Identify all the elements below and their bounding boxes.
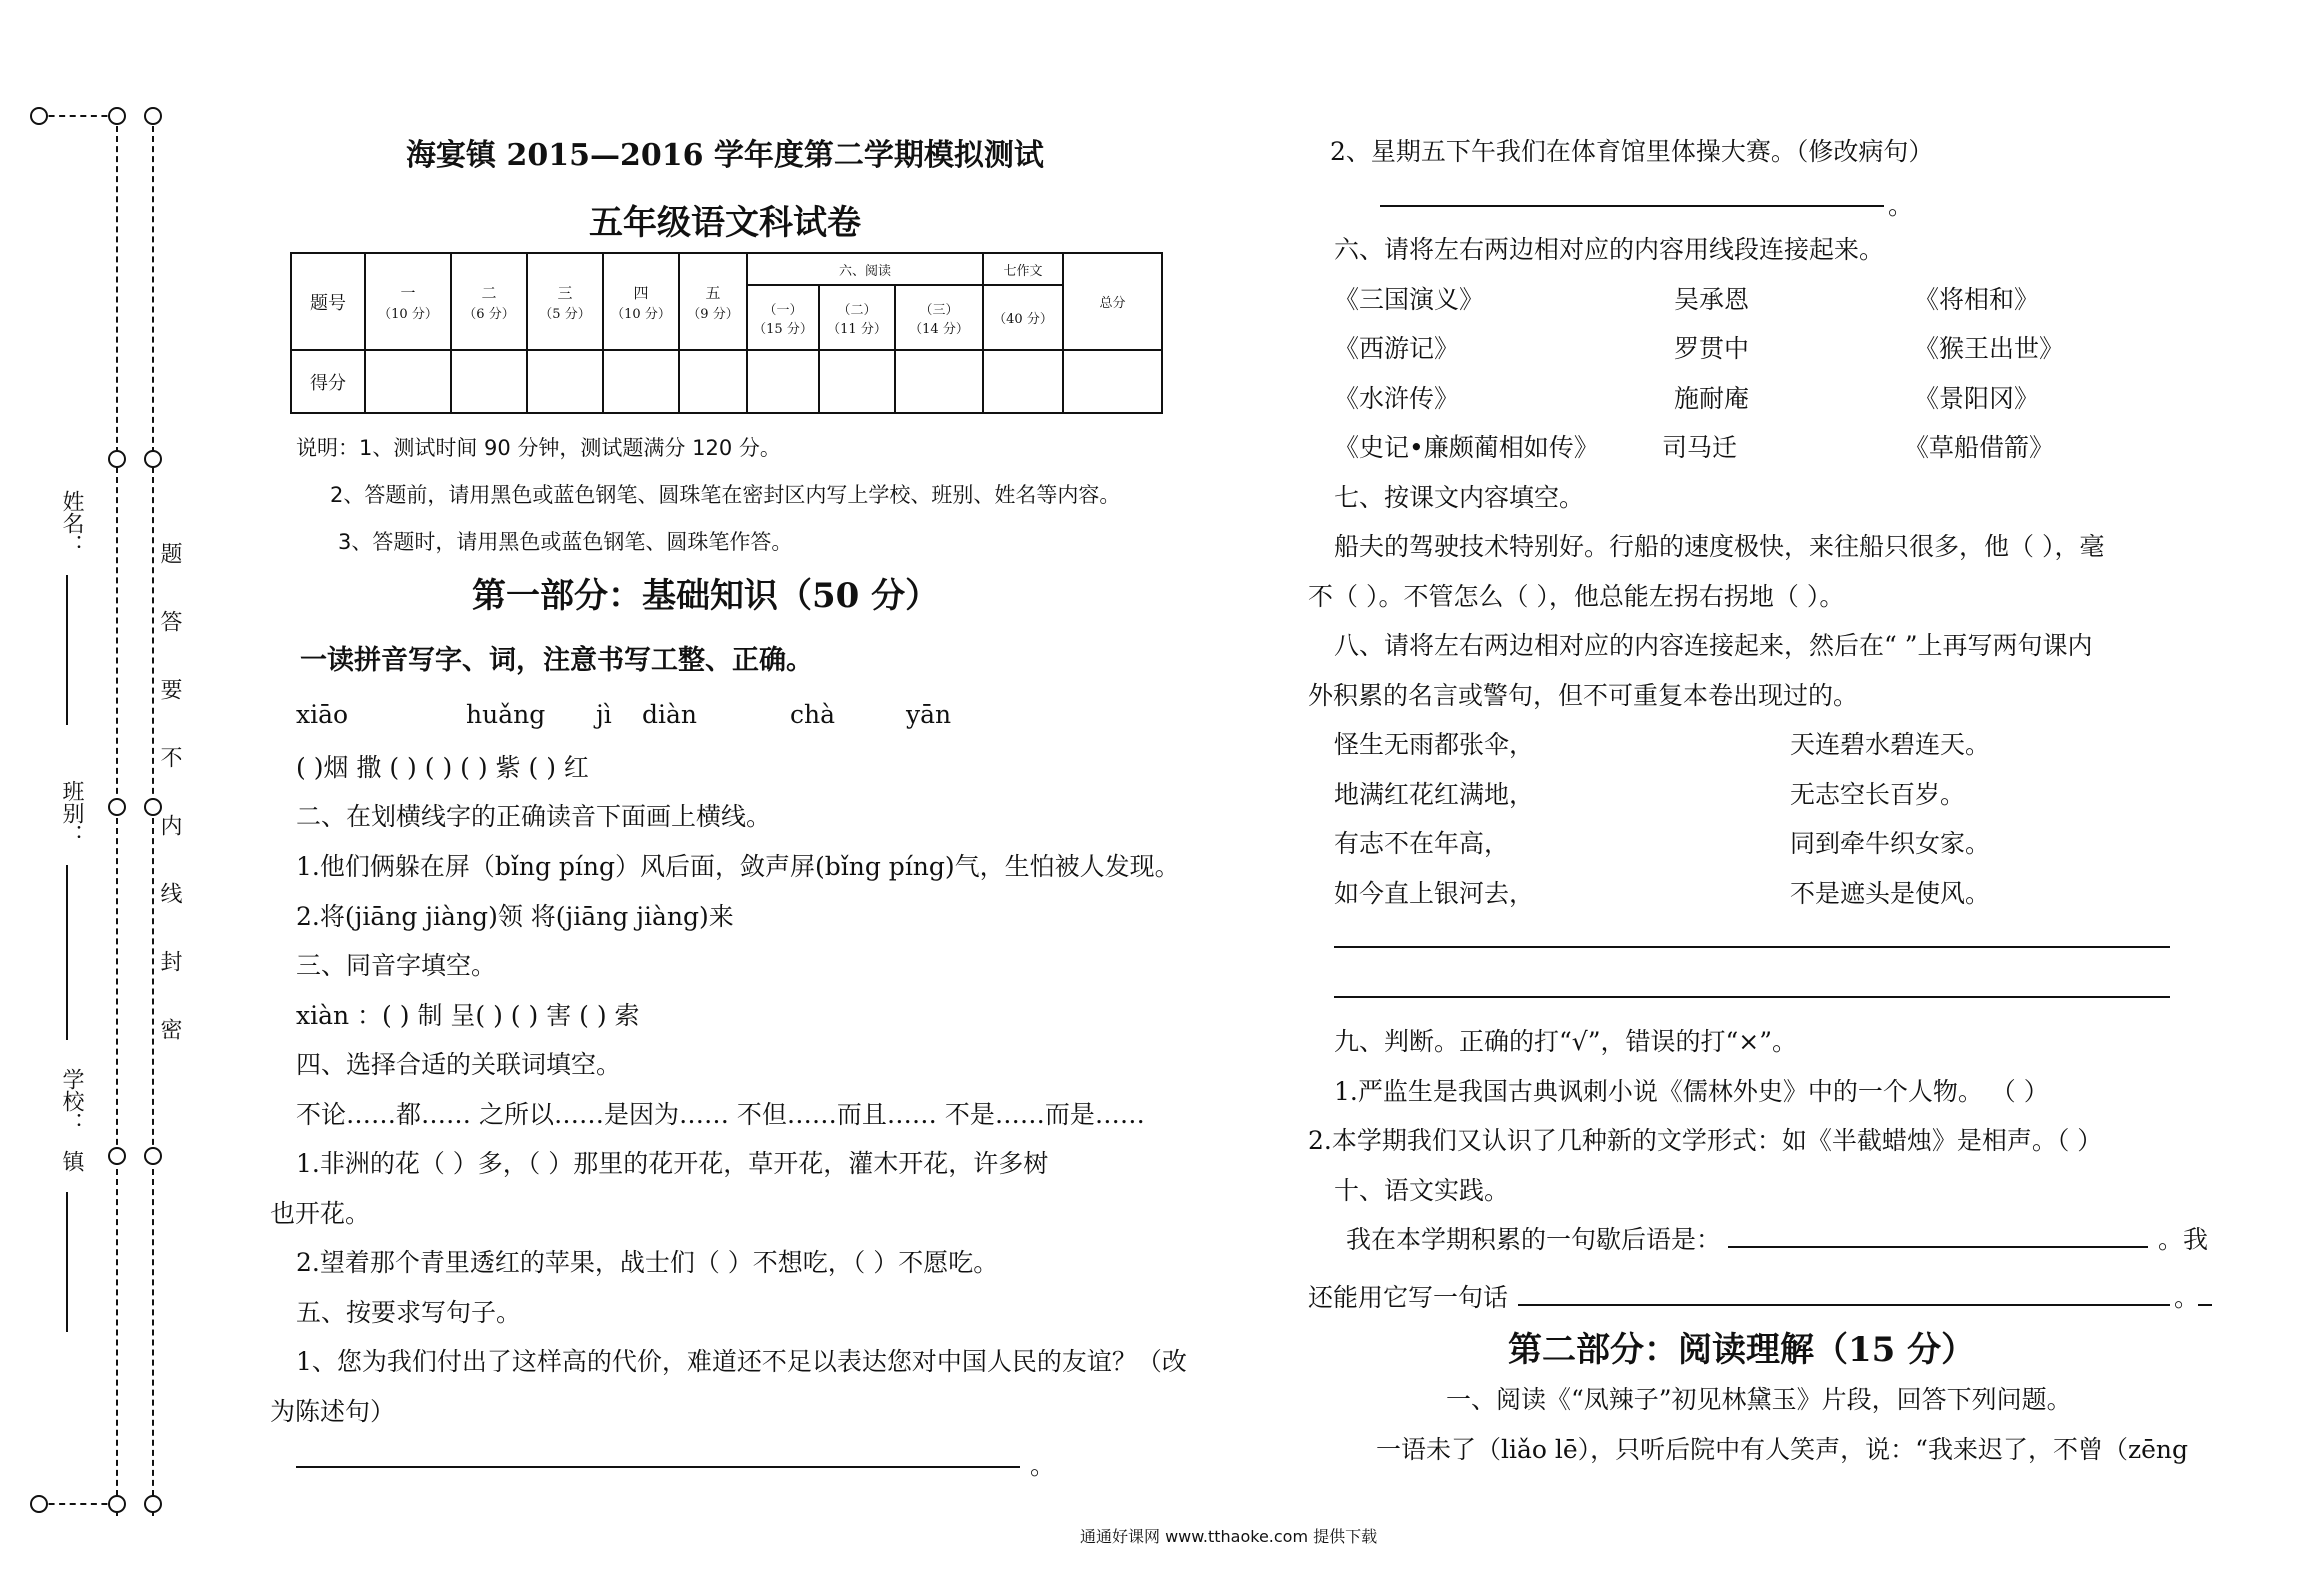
pinyin-item: huǎng [466, 700, 546, 729]
score-input-cell[interactable] [747, 350, 819, 413]
q1-title: 一读拼音写字、词，注意书写工整、正确。 [300, 645, 813, 676]
score-input-cell[interactable] [603, 350, 679, 413]
hole-circle [144, 107, 162, 125]
q6-story: 《将相和》 [1914, 285, 2040, 314]
pinyin-item: chà [790, 700, 836, 729]
score-input-cell[interactable] [895, 350, 983, 413]
name-label: 姓名： [59, 490, 84, 556]
q10-line: 还能用它写一句话 [1308, 1283, 1509, 1312]
note-line: 说明：1、测试时间 90 分钟，测试题满分 120 分。 [296, 436, 781, 460]
part2-title: 第二部分：阅读理解（15 分） [1508, 1330, 1976, 1370]
seal-char: 要 [157, 678, 182, 700]
answer-line[interactable] [1334, 946, 2170, 948]
class-label: 班别： [59, 780, 84, 846]
answer-line[interactable] [1518, 1304, 2170, 1306]
score-input-cell[interactable] [527, 350, 603, 413]
q1-blanks[interactable]: ( )烟 撒 ( ) ( ) ( ) 紫 ( ) 红 [296, 753, 589, 782]
hole-circle [108, 1147, 126, 1165]
col-cell: 二 （6 分） [451, 253, 527, 350]
q4-options: 不论……都…… 之所以……是因为…… 不但……而且…… 不是……而是…… [296, 1100, 1145, 1129]
pinyin-item: diàn [642, 700, 698, 729]
row-head-cell: 题号 [291, 253, 365, 350]
q10-line-end: 。 [2174, 1283, 2200, 1312]
exam-title: 海宴镇 2015—2016 学年度第二学期模拟测试 [406, 138, 1044, 173]
q10-title: 十、语文实践。 [1334, 1176, 1510, 1205]
reading1-title: 一、阅读《“凤辣子”初见林黛玉》片段，回答下列问题。 [1446, 1385, 2072, 1414]
q5-item-cont: 为陈述句） [270, 1397, 396, 1426]
q10-line-end: 。我 [2158, 1225, 2209, 1254]
q8-left: 如今直上银河去， [1334, 879, 1535, 908]
col-cell: 一 （10 分） [365, 253, 451, 350]
q9-item[interactable]: 2.本学期我们又认识了几种新的文学形式：如《半截蜡烛》是相声。（ ） [1308, 1126, 2103, 1155]
hole-circle [144, 1147, 162, 1165]
answer-line-tail [2198, 1304, 2212, 1306]
q6-story: 《猴王出世》 [1914, 334, 2065, 363]
q6-book: 《西游记》 [1334, 334, 1460, 363]
q6-author: 司马迁 [1662, 433, 1738, 462]
q8-right: 天连碧水碧连天。 [1790, 730, 1991, 759]
note-line: 2、答题前，请用黑色或蓝色钢笔、圆珠笔在密封区内写上学校、班别、姓名等内容。 [330, 483, 1121, 507]
hole-circle [30, 107, 48, 125]
q3-line[interactable]: xiàn ：( ) 制 呈( ) ( ) 害 ( ) 索 [296, 1001, 640, 1030]
q5-title: 五、按要求写句子。 [296, 1298, 522, 1327]
hole-circle [108, 107, 126, 125]
footer-credit[interactable]: 通通好课网 www.tthaoke.com 提供下载 [1080, 1527, 1378, 1546]
exam-subtitle: 五年级语文科试卷 [589, 203, 861, 243]
name-field[interactable] [66, 575, 68, 725]
seal-char: 不 [157, 746, 182, 768]
q8-right: 同到牵牛织女家。 [1790, 829, 1991, 858]
seal-char: 线 [157, 882, 182, 904]
col-cell: 三 （5 分） [527, 253, 603, 350]
q4-item[interactable]: 2.望着那个青里透红的苹果，战士们（ ）不想吃，（ ）不愿吃。 [296, 1248, 999, 1277]
seal-top-connector [38, 115, 118, 117]
q9-item[interactable]: 1.严监生是我国古典讽刺小说《儒林外史》中的一个人物。 （ ） [1334, 1077, 2049, 1106]
period: 。 [1888, 191, 1914, 220]
class-field[interactable] [66, 865, 68, 1040]
q6-story: 《草船借箭》 [1904, 433, 2055, 462]
town-label: 镇 [59, 1150, 84, 1172]
reading-sub-cell: （三） （14 分） [895, 285, 983, 350]
q4-item[interactable]: 1.非洲的花（ ）多，（ ）那里的花开花，草开花，灌木开花，许多树 [296, 1149, 1049, 1178]
pinyin-item: jì [596, 700, 612, 729]
hole-circle [144, 1495, 162, 1513]
col-cell: 五 （9 分） [679, 253, 747, 350]
seal-bottom-connector [38, 1503, 118, 1505]
q9-title: 九、判断。正确的打“√”，错误的打“×”。 [1334, 1027, 1798, 1056]
score-input-cell[interactable] [365, 350, 451, 413]
q6-author: 罗贯中 [1674, 334, 1750, 363]
q8-left: 地满红花红满地， [1334, 780, 1535, 809]
score-input-cell[interactable] [819, 350, 895, 413]
pinyin-item: yān [906, 700, 952, 729]
score-input-cell[interactable] [1063, 350, 1162, 413]
q6-title: 六、请将左右两边相对应的内容用线段连接起来。 [1334, 235, 1885, 264]
q5-2: 2、星期五下午我们在体育馆里体操大赛。（修改病句） [1330, 137, 1934, 166]
seal-char: 题 [157, 542, 182, 564]
answer-line[interactable] [296, 1466, 1020, 1468]
q6-author: 吴承恩 [1674, 285, 1750, 314]
seal-char: 内 [157, 814, 182, 836]
score-label-cell: 得分 [291, 350, 365, 413]
town-field[interactable] [66, 1192, 68, 1332]
hole-circle [108, 450, 126, 468]
q5-item: 1、您为我们付出了这样高的代价，难道还不足以表达您对中国人民的友谊？（改 [296, 1347, 1187, 1376]
score-input-cell[interactable] [679, 350, 747, 413]
note-line: 3、答题时，请用黑色或蓝色钢笔、圆珠笔作答。 [338, 530, 793, 554]
q8-title-cont: 外积累的名言或警句，但不可重复本卷出现过的。 [1308, 681, 1859, 710]
reading-sub-cell: （二） （11 分） [819, 285, 895, 350]
q8-left: 有志不在年高， [1334, 829, 1510, 858]
q7-title: 七、按课文内容填空。 [1334, 483, 1585, 512]
q8-right: 无志空长百岁。 [1790, 780, 1966, 809]
score-input-cell[interactable] [983, 350, 1063, 413]
hole-circle [108, 1495, 126, 1513]
reading-header-cell: 六、阅读 [747, 253, 983, 285]
q6-story: 《景阳冈》 [1914, 384, 2040, 413]
school-label: 学校： [59, 1068, 84, 1134]
total-cell: 总分 [1063, 253, 1162, 350]
reading-sub-cell: （一） （15 分） [747, 285, 819, 350]
q7-line[interactable]: 不（ ）。不管怎么（ ），他总能左拐右拐地（ ）。 [1308, 582, 1845, 611]
q8-title: 八、请将左右两边相对应的内容连接起来，然后在“ ”上再写两句课内 [1334, 631, 2093, 660]
q8-right: 不是遮头是使风。 [1790, 879, 1991, 908]
part1-title: 第一部分：基础知识（50 分） [472, 576, 940, 616]
answer-line[interactable] [1728, 1246, 2148, 1248]
col-cell: 四 （10 分） [603, 253, 679, 350]
q7-line[interactable]: 船夫的驾驶技术特别好。行船的速度极快，来往船只很多，他（ ），毫 [1334, 532, 2105, 561]
q6-book: 《三国演义》 [1334, 285, 1485, 314]
q6-author: 施耐庵 [1674, 384, 1750, 413]
score-table [290, 252, 1163, 414]
essay-pts-cell: （40 分） [983, 285, 1063, 350]
essay-header-cell: 七作文 [983, 253, 1063, 285]
q6-book: 《史记•廉颇蔺相如传》 [1334, 433, 1599, 462]
reading1-text: 一语未了（liǎo lē），只听后院中有人笑声，说：“我来迟了，不曾（zēng [1376, 1435, 2189, 1464]
hole-circle [30, 1495, 48, 1513]
q4-title: 四、选择合适的关联词填空。 [296, 1050, 622, 1079]
seal-char: 封 [157, 950, 182, 972]
q3-title: 三、同音字填空。 [296, 951, 497, 980]
period: 。 [1030, 1451, 1056, 1480]
answer-line[interactable] [1380, 205, 1884, 207]
seal-char: 答 [157, 610, 182, 632]
q2-item: 2.将(jiāng jiàng)领 将(jiāng jiàng)来 [296, 902, 734, 931]
pinyin-item: xiāo [296, 700, 349, 729]
q4-item-cont: 也开花。 [270, 1199, 371, 1228]
q2-item: 1.他们俩躲在屏（bǐng píng）风后面，敛声屏(bǐng píng)气，生怕被人发现。 [296, 852, 1180, 881]
q10-line: 我在本学期积累的一句歇后语是： [1346, 1225, 1722, 1254]
hole-circle [144, 450, 162, 468]
answer-line[interactable] [1334, 996, 2170, 998]
q2-title: 二、在划横线字的正确读音下面画上横线。 [296, 802, 772, 831]
score-input-cell[interactable] [451, 350, 527, 413]
q6-book: 《水浒传》 [1334, 384, 1460, 413]
seal-line-inner [116, 116, 118, 1516]
seal-char: 密 [157, 1018, 182, 1040]
hole-circle [108, 798, 126, 816]
q8-left: 怪生无雨都张伞， [1334, 730, 1535, 759]
